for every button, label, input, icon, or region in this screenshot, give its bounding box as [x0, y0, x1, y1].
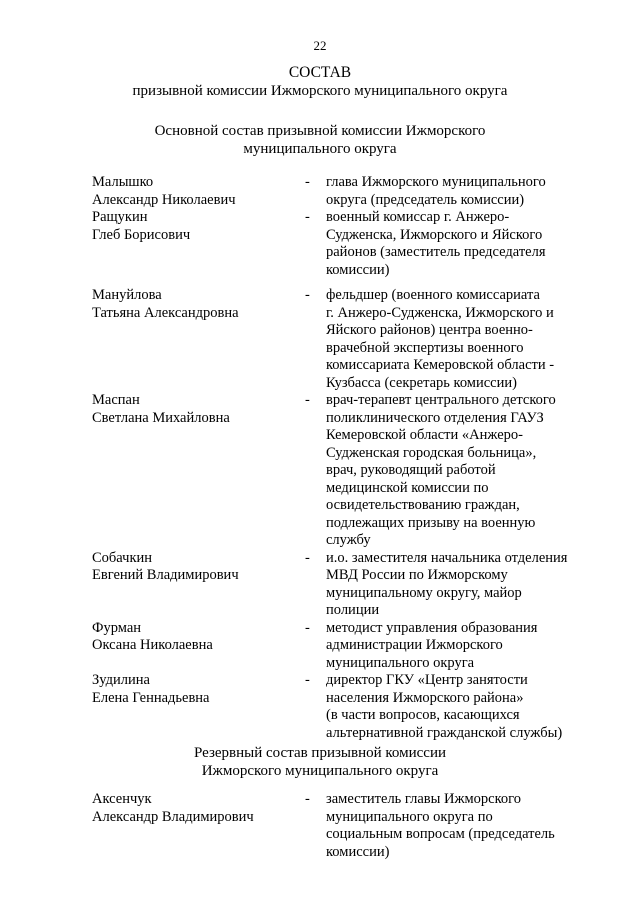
member-name-line: Ращукин: [92, 209, 148, 225]
member-role: [326, 174, 592, 209]
member-role-line: освидетельствованию граждан,: [326, 497, 520, 513]
member-name-line: Аксенчук: [92, 791, 152, 807]
member-dash: -: [305, 209, 310, 225]
member-role-line: военный комиссар г. Анжеро-: [326, 209, 510, 225]
member-name-line: Малышко: [92, 174, 154, 190]
member-role-line: муниципального округа по: [326, 808, 493, 825]
member-name-line: Евгений Владимирович: [92, 567, 239, 583]
member-role-line: комиссии): [326, 261, 390, 278]
member-name-line: Александр Владимирович: [92, 808, 254, 825]
committee-member: [92, 287, 592, 392]
member-role-line: администрации Ижморского: [326, 637, 503, 653]
main-member-list: [92, 174, 592, 742]
member-role-line: врачебной экспертизы военного: [326, 339, 524, 356]
page-number: 22: [313, 38, 327, 53]
member-name-line: Фурман: [92, 619, 142, 636]
member-dash: -: [305, 672, 310, 688]
member-role-line: и.о. заместителя начальника отделения: [326, 549, 568, 566]
committee-member: [92, 392, 592, 550]
member-role-line: МВД России по Ижморскому: [326, 567, 508, 583]
member-name: [92, 392, 302, 427]
member-dash: -: [305, 549, 310, 566]
member-role-line: врач-терапевт центрального детского: [326, 392, 556, 408]
member-role: [326, 209, 592, 279]
member-role-line: директор ГКУ «Центр занятости: [326, 672, 528, 688]
member-role-line: (в части вопросов, касающихся: [326, 707, 520, 723]
member-role: [326, 392, 592, 550]
member-role-line: комиссии): [326, 843, 390, 860]
member-role-line: социальным вопросам (председатель: [326, 826, 555, 842]
member-role-line: подлежащих призыву на военную: [326, 514, 536, 531]
member-name-line: Оксана Николаевна: [92, 637, 213, 653]
main-section-heading: [0, 122, 640, 158]
reserve-member-list: [92, 791, 592, 861]
member-role: [326, 287, 592, 392]
member-role-line: муниципального округа: [326, 654, 475, 671]
member-role-line: Кузбасса (секретарь комиссии): [326, 374, 517, 391]
member-role-line: врач, руководящий работой: [326, 462, 496, 478]
member-role-line: Судженска, Ижморского и Яйского: [326, 226, 543, 243]
member-name: [92, 620, 302, 655]
member-name: [92, 209, 302, 244]
member-dash: -: [305, 791, 310, 807]
member-dash: -: [305, 392, 310, 408]
member-role-line: медицинской комиссии по: [326, 479, 489, 496]
document-title: СОСТАВ: [288, 64, 352, 81]
member-role-line: методист управления образования: [326, 619, 538, 636]
title-block: [0, 64, 640, 100]
committee-member: [92, 209, 592, 279]
member-dash: -: [305, 174, 310, 190]
member-name-line: Елена Геннадьевна: [92, 689, 210, 706]
member-role: [326, 550, 592, 620]
committee-member: [92, 791, 592, 861]
committee-member: [92, 174, 592, 209]
member-role-line: глава Ижморского муниципального: [326, 174, 546, 190]
member-role-line: районов (заместитель председателя: [326, 244, 546, 260]
member-name-line: Собачкин: [92, 549, 153, 566]
member-name-line: Зудилина: [92, 672, 150, 688]
member-role-line: службу: [326, 532, 371, 548]
member-role-line: округа (председатель комиссии): [326, 191, 525, 208]
committee-member: [92, 620, 592, 673]
member-role: [326, 620, 592, 673]
member-role-line: Судженская городская больница»,: [326, 444, 537, 461]
reserve-section-heading-line: Ижморского муниципального округа: [201, 763, 439, 779]
member-name: [92, 791, 302, 826]
member-name: [92, 672, 302, 707]
member-role-line: альтернативной гражданской службы): [326, 724, 563, 741]
member-role-line: заместитель главы Ижморского: [326, 791, 522, 807]
member-role-line: Кемеровской области «Анжеро-: [326, 427, 523, 443]
committee-member: [92, 672, 592, 742]
member-dash: -: [305, 287, 310, 303]
member-role-line: населения Ижморского района»: [326, 689, 524, 706]
reserve-section-heading-line: Резервный состав призывной комиссии: [193, 745, 447, 761]
member-name-line: Татьяна Александровна: [92, 304, 239, 321]
member-name-line: Глеб Борисович: [92, 226, 191, 243]
committee-member: [92, 550, 592, 620]
main-section-heading-line: муниципального округа: [243, 141, 397, 157]
member-role-line: полиции: [326, 602, 380, 618]
member-dash: -: [305, 619, 310, 636]
member-role-line: муниципальному округу, майор: [326, 584, 522, 601]
member-name-line: Светлана Михайловна: [92, 409, 230, 426]
member-role: [326, 791, 592, 861]
member-role: [326, 672, 592, 742]
member-role-line: Яйского районов) центра военно-: [326, 322, 533, 338]
member-name: [92, 287, 302, 322]
member-role-line: поликлинического отделения ГАУЗ: [326, 409, 544, 426]
member-role-line: фельдшер (военного комиссариата: [326, 287, 540, 303]
member-role-line: г. Анжеро-Судженска, Ижморского и: [326, 304, 554, 321]
member-name: [92, 174, 302, 209]
member-name-line: Маспан: [92, 392, 140, 408]
document-subtitle: призывной комиссии Ижморского муниципального округа: [132, 83, 508, 99]
reserve-section-heading: [0, 744, 640, 780]
member-name-line: Мануйлова: [92, 287, 162, 303]
member-name: [92, 550, 302, 585]
member-role-line: комиссариата Кемеровской области -: [326, 357, 555, 373]
member-name-line: Александр Николаевич: [92, 191, 236, 208]
main-section-heading-line: Основной состав призывной комиссии Ижморского: [154, 123, 486, 139]
